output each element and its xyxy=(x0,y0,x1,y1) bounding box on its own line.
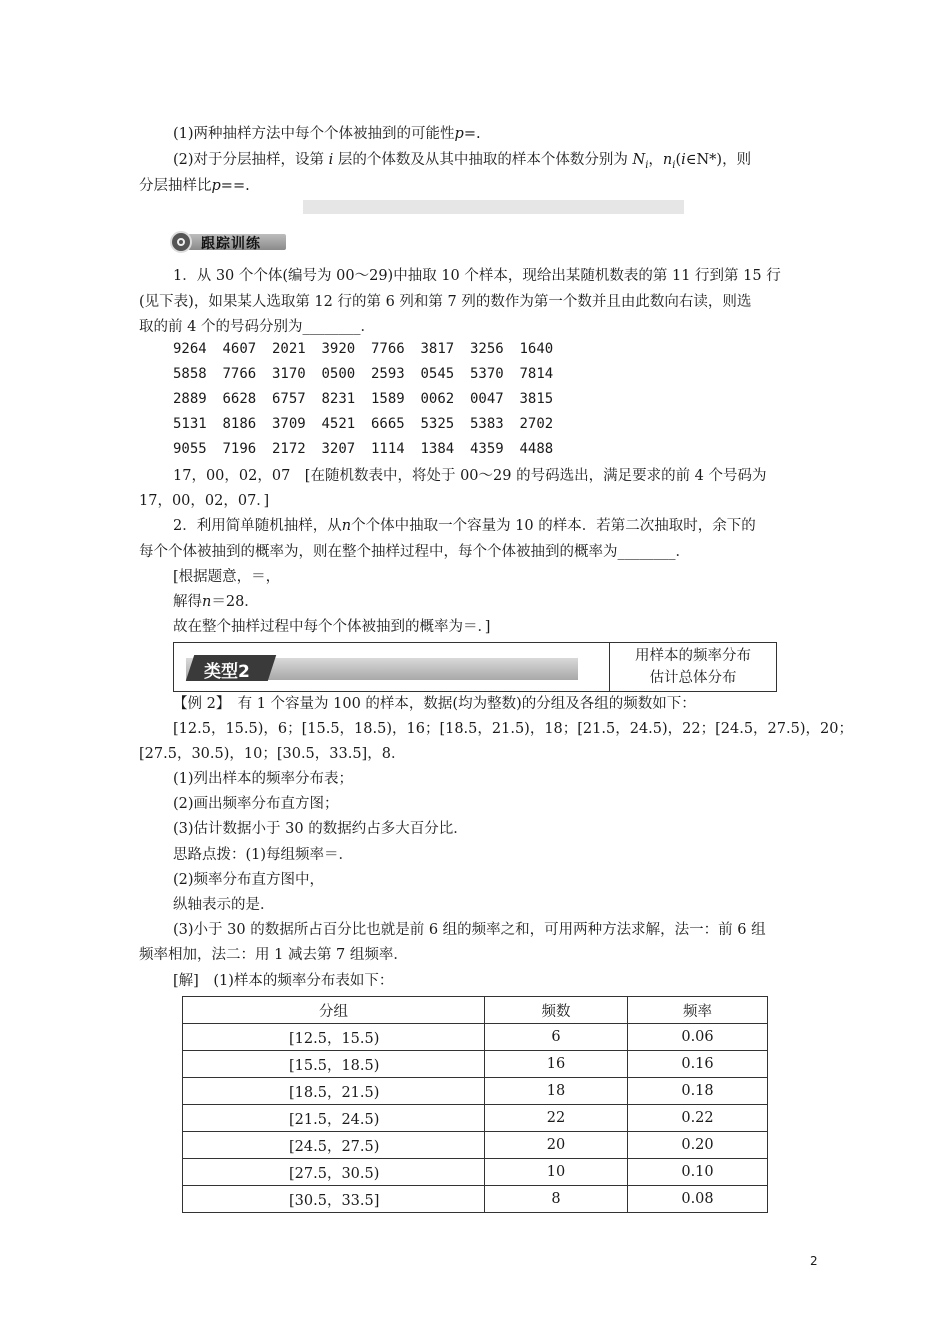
column-header: 频率 xyxy=(628,997,768,1024)
divider-bar xyxy=(303,200,684,214)
q1-line-3: 取的前 4 个的号码分别为________． xyxy=(139,319,375,335)
type2-header-box xyxy=(173,642,777,692)
table-cell: 10 xyxy=(485,1159,628,1186)
q2-answer-line-1: [根据题意，＝， xyxy=(173,569,281,585)
table-cell: 0.06 xyxy=(628,1024,768,1051)
q2-answer-line-2: 解得n＝28． xyxy=(173,594,259,610)
table-row xyxy=(183,1024,768,1051)
table-cell: [21.5，24.5) xyxy=(183,1105,485,1132)
table-cell: 0.08 xyxy=(628,1186,768,1213)
table-cell: 0.16 xyxy=(628,1051,768,1078)
tracking-training-badge xyxy=(170,231,288,253)
intro-line-3: 分层抽样比p==. xyxy=(139,178,250,194)
random-table-row: 2889 6628 6757 8231 1589 0062 0047 3815 xyxy=(173,391,554,407)
table-cell: [12.5，15.5) xyxy=(183,1024,485,1051)
type2-title-line-1: 用样本的频率分布 xyxy=(635,648,751,664)
column-header: 频数 xyxy=(485,997,628,1024)
table-cell: 8 xyxy=(485,1186,628,1213)
intro-line-2: (2)对于分层抽样，设第 i 层的个体数及从其中抽取的样本个体数分别为 $N_i$，$n_i(i\in N*)$，则 xyxy=(173,152,752,171)
q2-answer-line-3: 故在整个抽样过程中每个个体被抽到的概率为＝．] xyxy=(173,619,491,635)
type2-label: 类型2 xyxy=(204,662,250,682)
q2-line-2: 每个个体被抽到的概率为，则在整个抽样过程中，每个个体被抽到的概率为________． xyxy=(139,544,690,560)
ex2-part-3: (3)估计数据小于 30 的数据约占多大百分比． xyxy=(173,821,468,837)
table-row xyxy=(183,1051,768,1078)
random-table-row: 9264 4607 2021 3920 7766 3817 3256 1640 xyxy=(173,341,554,357)
q1-line-2: (见下表)，如果某人选取第 12 行的第 6 列和第 7 列的数作为第一个数并且由此数向右读，则选 xyxy=(139,294,752,310)
table-cell: [30.5，33.5] xyxy=(183,1186,485,1213)
type2-title xyxy=(610,643,776,691)
table-row xyxy=(183,1132,768,1159)
type2-left-cell xyxy=(174,643,610,691)
table-row xyxy=(183,1105,768,1132)
table-cell: 0.22 xyxy=(628,1105,768,1132)
ex2-line-3: [27.5，30.5)，10；[30.5，33.5]，8． xyxy=(139,746,406,762)
intro-line-1: (1)两种抽样方法中每个个体被抽到的可能性p=. xyxy=(173,126,481,142)
table-cell: [15.5，18.5) xyxy=(183,1051,485,1078)
table-cell: 0.18 xyxy=(628,1078,768,1105)
table-cell: 0.10 xyxy=(628,1159,768,1186)
q2-line-1: 2．利用简单随机抽样，从n个个体中抽取一个容量为 10 的样本．若第二次抽取时，余下的 xyxy=(173,518,756,534)
table-cell: 0.20 xyxy=(628,1132,768,1159)
badge-label: 跟踪训练 xyxy=(201,236,261,252)
q1-answer-line-2: 17，00，02，07．] xyxy=(139,493,270,509)
table-row xyxy=(183,1186,768,1213)
page-number: 2 xyxy=(810,1254,818,1268)
ex2-line-1: 【例 2】 有 1 个容量为 100 的样本，数据(均为整数)的分组及各组的频数如下： xyxy=(173,696,696,712)
ex2-line-2: [12.5，15.5)，6；[15.5，18.5)，16；[18.5，21.5)，18；[21.5，24.5)，22；[24.5，27.5)，20； xyxy=(173,721,853,737)
ex2-part-1: (1)列出样本的频率分布表； xyxy=(173,771,354,787)
hint-line-2: (2)频率分布直方图中， xyxy=(173,872,325,888)
table-cell: 6 xyxy=(485,1024,628,1051)
type2-title-line-2: 估计总体分布 xyxy=(649,670,737,686)
table-cell: 16 xyxy=(485,1051,628,1078)
table-row xyxy=(183,1078,768,1105)
ex2-part-2: (2)画出频率分布直方图； xyxy=(173,796,339,812)
hint-line-4: (3)小于 30 的数据所占百分比也就是前 6 组的频率之和，可用两种方法求解，法一：前 6 组 xyxy=(173,922,766,938)
random-table-row: 5858 7766 3170 0500 2593 0545 5370 7814 xyxy=(173,366,554,382)
table-cell: [18.5，21.5) xyxy=(183,1078,485,1105)
q1-line-1: 1．从 30 个个体(编号为 00～29)中抽取 10 个样本，现给出某随机数表的第 11 行到第 15 行 xyxy=(173,268,781,284)
q1-answer-line-1: 17，00，02，07 [在随机数表中，将处于 00～29 的号码选出，满足要求的前 4 个号码为 xyxy=(173,468,767,484)
hint-line-5: 频率相加，法二：用 1 减去第 7 组频率． xyxy=(139,947,408,963)
frequency-table xyxy=(182,996,768,1213)
target-icon xyxy=(170,231,192,253)
column-header: 分组 xyxy=(183,997,485,1024)
table-cell: 20 xyxy=(485,1132,628,1159)
table-cell: [27.5，30.5) xyxy=(183,1159,485,1186)
table-cell: [24.5，27.5) xyxy=(183,1132,485,1159)
random-table-row: 9055 7196 2172 3207 1114 1384 4359 4488 xyxy=(173,441,554,457)
hint-line-3: 纵轴表示的是． xyxy=(173,897,275,913)
table-cell: 18 xyxy=(485,1078,628,1105)
random-table-row: 5131 8186 3709 4521 6665 5325 5383 2702 xyxy=(173,416,554,432)
solution-intro: [解] (1)样本的频率分布表如下： xyxy=(173,973,394,989)
table-cell: 22 xyxy=(485,1105,628,1132)
table-header-row xyxy=(183,997,768,1024)
table-row xyxy=(183,1159,768,1186)
hint-line-1: 思路点拨：(1)每组频率＝． xyxy=(173,847,354,863)
